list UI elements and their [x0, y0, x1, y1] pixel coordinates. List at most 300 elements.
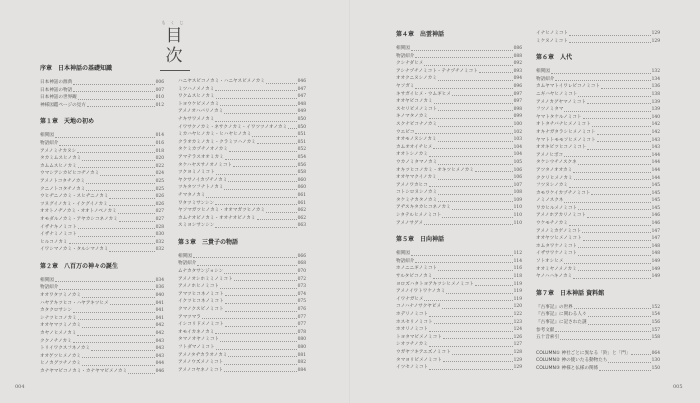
page-number-right: 005: [673, 384, 683, 390]
toc-entry[interactable]: [396, 311, 522, 319]
toc-entry-page: 006: [155, 80, 164, 85]
toc-entry-page: 073: [297, 284, 306, 290]
leader-dots: [69, 242, 155, 244]
toc-entry[interactable]: [536, 235, 660, 243]
toc-entry[interactable]: [396, 98, 522, 106]
toc-entry-page: 140: [651, 114, 660, 120]
toc-entry-page: 107: [513, 182, 522, 188]
toc-entry[interactable]: [396, 265, 522, 273]
toc-entry[interactable]: [40, 239, 164, 247]
toc-entry-page: 148: [651, 251, 660, 257]
toc-entry[interactable]: [396, 144, 522, 152]
toc-entry-page: 077: [297, 314, 306, 320]
toc-entry-title: 物語紹介: [536, 76, 555, 82]
toc-entry[interactable]: [536, 350, 660, 358]
toc-entry-page: 078: [297, 329, 306, 335]
toc-entry-title: ヒノカグツチノカミ: [40, 361, 81, 367]
leader-dots: [229, 150, 297, 152]
toc-entry[interactable]: [40, 132, 164, 140]
leader-dots: [73, 311, 155, 313]
chapter-heading: 第１章 天地の初め: [40, 118, 95, 126]
toc-entry-page: 093: [513, 68, 522, 74]
toc-entry-page: 080: [297, 345, 306, 350]
toc-entry[interactable]: [396, 129, 522, 137]
toc-entry-title: アメノオシホミミノミコト: [178, 276, 233, 282]
toc-entry-page: 143: [651, 137, 660, 143]
toc-entry-title: ヤソガミ: [396, 83, 415, 89]
toc-entry-title: イワシマノカミ・タルシマノカミ: [40, 247, 109, 253]
toc-entry[interactable]: [40, 224, 164, 232]
toc-entry-page: 076: [297, 307, 306, 313]
toc-entry-page: 041: [155, 300, 164, 306]
toc-entry[interactable]: [40, 178, 164, 186]
leader-dots: [631, 353, 650, 355]
leader-dots: [555, 330, 650, 332]
toc-entry[interactable]: [536, 250, 660, 258]
toc-entry-page: 049: [297, 109, 306, 115]
toc-entry-title: 五十音索引: [536, 335, 559, 341]
toc-entry[interactable]: [536, 38, 660, 46]
toc-entry[interactable]: [396, 349, 522, 357]
toc-entry-page: 145: [651, 183, 660, 189]
leader-dots: [77, 334, 154, 336]
toc-entry[interactable]: [178, 329, 306, 337]
toc-entry-page: 110: [513, 220, 522, 226]
leader-dots: [597, 140, 651, 142]
toc-entry[interactable]: [396, 159, 522, 167]
toc-entry-title: タマヨリビメノミコト: [396, 357, 442, 363]
toc-entry[interactable]: [396, 341, 522, 349]
toc-entry-title: 日本神話の世界観: [40, 95, 77, 101]
toc-entry[interactable]: [178, 215, 306, 223]
leader-dots: [216, 97, 297, 99]
toc-entry[interactable]: [536, 83, 660, 91]
toc-entry[interactable]: [396, 319, 522, 327]
toc-entry[interactable]: [536, 205, 660, 213]
toc-entry[interactable]: [396, 91, 522, 99]
toc-entry[interactable]: [396, 197, 522, 205]
toc-entry-title: アメノサグメ: [396, 220, 423, 226]
toc-entry-title: カムナオビノカミ・オオナオビノカミ: [178, 215, 256, 221]
toc-entry[interactable]: [178, 124, 306, 132]
toc-entry[interactable]: [536, 137, 660, 145]
toc-entry[interactable]: [178, 291, 306, 299]
toc-entry[interactable]: [396, 83, 522, 91]
toc-entry[interactable]: [40, 193, 164, 201]
toc-entry-page: 047: [297, 86, 306, 92]
toc-entry[interactable]: [396, 106, 522, 114]
toc-entry[interactable]: [396, 364, 522, 372]
toc-entry[interactable]: [536, 266, 660, 274]
toc-entry-title: イザサワケノミコト: [536, 251, 578, 257]
toc-entry[interactable]: [396, 212, 522, 220]
toc-entry[interactable]: [178, 260, 306, 268]
toc-entry-page: 054: [297, 154, 306, 160]
toc-entry-title: COLUMN① 神社ごとに異なる「鈴」と「門」: [536, 350, 631, 356]
toc-entry[interactable]: [396, 136, 522, 144]
toc-entry[interactable]: [40, 360, 164, 368]
toc-entry-page: 119: [513, 281, 522, 287]
leader-dots: [452, 353, 513, 355]
toc-entry[interactable]: [178, 344, 306, 352]
toc-entry[interactable]: [40, 163, 164, 171]
leader-dots: [224, 272, 296, 274]
toc-entry[interactable]: [178, 169, 306, 177]
toc-entry[interactable]: [178, 101, 306, 109]
toc-entry[interactable]: [178, 276, 306, 284]
toc-entry[interactable]: [396, 68, 522, 76]
toc-entry[interactable]: [178, 146, 306, 154]
toc-entry[interactable]: [396, 75, 522, 83]
toc-entry-page: 092: [513, 61, 522, 67]
toc-entry-page: 030: [155, 232, 164, 238]
leader-dots: [574, 178, 651, 180]
toc-entry[interactable]: [40, 231, 164, 239]
toc-entry[interactable]: [396, 273, 522, 281]
toc-entry-title: オオゲツヒメノカミ: [40, 353, 81, 359]
toc-entry-title: ナキサワメノカミ: [178, 116, 215, 122]
toc-entry-page: 012: [155, 102, 164, 108]
toc-entry-title: 相関図: [536, 69, 550, 75]
toc-entry[interactable]: [536, 144, 660, 152]
toc-entry[interactable]: [178, 253, 306, 261]
toc-entry[interactable]: [536, 190, 660, 198]
toc-entry[interactable]: [536, 228, 660, 236]
leader-dots: [224, 370, 297, 372]
toc-entry[interactable]: [536, 273, 660, 281]
toc-entry-page: 129: [513, 365, 522, 371]
toc-entry-page: 098: [513, 106, 522, 112]
toc-entry[interactable]: [536, 334, 660, 342]
toc-entry[interactable]: [536, 175, 660, 183]
toc-entry[interactable]: [178, 116, 306, 124]
toc-entry-page: 100: [513, 121, 522, 127]
toc-entry-page: 082: [297, 360, 306, 366]
leader-dots: [86, 182, 155, 184]
toc-entry-page: 056: [297, 162, 306, 168]
toc-column-1: [40, 64, 164, 376]
toc-entry-page: 064: [651, 350, 660, 356]
toc-entry-title: 神様図鑑ページの見方: [40, 102, 86, 108]
toc-entry[interactable]: [40, 102, 164, 110]
toc-section: [396, 235, 522, 372]
toc-section: [536, 53, 660, 281]
toc-entry[interactable]: [40, 155, 164, 163]
toc-entry[interactable]: [396, 189, 522, 197]
toc-entry[interactable]: [40, 330, 164, 338]
toc-entry[interactable]: [178, 78, 306, 86]
toc-entry[interactable]: [40, 292, 164, 300]
leader-dots: [411, 49, 513, 51]
toc-entry[interactable]: [396, 53, 522, 61]
toc-entry[interactable]: [536, 167, 660, 175]
leader-dots: [442, 307, 513, 309]
toc-entry[interactable]: [178, 283, 306, 291]
toc-entry[interactable]: [178, 200, 306, 208]
toc-entry-title: 物語紹介: [40, 285, 59, 291]
toc-entry-title: トヨウケビメノカミ: [178, 101, 220, 107]
toc-entry[interactable]: [178, 139, 306, 147]
toc-entry[interactable]: [40, 94, 164, 102]
toc-entry-title: トヨタマビメノミコト: [396, 334, 442, 340]
toc-entry-page: 120: [513, 304, 522, 310]
leader-dots: [55, 280, 155, 282]
toc-entry-page: 132: [651, 69, 660, 75]
toc-entry-title: ツヌグイノカミ・イクグイノカミ: [40, 201, 108, 207]
toc-entry-page: 018: [155, 148, 164, 154]
toc-entry[interactable]: [178, 359, 306, 367]
toc-entry[interactable]: [536, 357, 660, 365]
toc-entry-page: 139: [651, 99, 660, 105]
toc-entry[interactable]: [40, 322, 164, 330]
toc-entry[interactable]: [40, 353, 164, 361]
toc-entry[interactable]: [40, 338, 164, 346]
toc-entry[interactable]: [178, 162, 306, 170]
toc-entry[interactable]: [40, 307, 164, 315]
leader-dots: [587, 102, 651, 104]
toc-entry-page: 075: [297, 299, 306, 305]
toc-entry-title: アメノホヒノミコト: [178, 284, 219, 290]
toc-entry[interactable]: [536, 121, 660, 129]
toc-entry-title: アメノタヂカラオノカミ: [178, 352, 228, 358]
toc-entry[interactable]: [40, 201, 164, 209]
toc-entry-page: 127: [513, 342, 522, 348]
toc-entry[interactable]: [178, 86, 306, 94]
toc-entry[interactable]: [178, 268, 306, 276]
toc-entry[interactable]: [396, 250, 522, 258]
toc-entry[interactable]: [536, 114, 660, 122]
toc-entry[interactable]: [178, 352, 306, 360]
toc-entry-title: ヤマトタケルノミコト: [536, 114, 582, 120]
leader-dots: [415, 261, 512, 263]
toc-entry[interactable]: [536, 319, 660, 327]
toc-entry-title: オオトノヂノカミ・オオトノベノカミ: [40, 209, 117, 215]
toc-entry[interactable]: [178, 306, 306, 314]
toc-entry[interactable]: [40, 315, 164, 323]
leader-dots: [225, 302, 297, 304]
toc-entry-title: オオヤマクイノカミ: [396, 175, 437, 181]
toc-entry[interactable]: [396, 296, 522, 304]
toc-entry-title: ヤノハハキノカミ: [536, 274, 573, 280]
toc-entry-page: 145: [651, 190, 660, 196]
toc-entry[interactable]: [178, 131, 306, 139]
leader-dots: [82, 326, 155, 328]
leader-dots: [578, 95, 650, 97]
toc-entry-title: ウヒヂニノカミ・スヒヂニノカミ: [40, 194, 109, 200]
toc-entry-title: ヤマトトモモソヒメノミコト: [536, 137, 596, 143]
toc-entry-page: 058: [297, 170, 306, 176]
toc-entry-title: オオミヤノメノカミ: [536, 266, 577, 272]
toc-entry[interactable]: [536, 258, 660, 266]
leader-dots: [202, 317, 297, 319]
leader-dots: [438, 178, 513, 180]
toc-entry[interactable]: [178, 154, 306, 162]
toc-entry[interactable]: [536, 152, 660, 160]
toc-entry-page: 024: [155, 171, 164, 177]
toc-entry-title: アメノコヤネノミコト: [178, 367, 224, 373]
leader-dots: [266, 82, 297, 84]
toc-entry[interactable]: [536, 182, 660, 190]
toc-entry-page: 026: [155, 201, 164, 207]
toc-entry[interactable]: [536, 311, 660, 319]
toc-entry-title: タケミカヅチノオノカミ: [178, 147, 228, 153]
toc-entry-page: 108: [513, 190, 522, 196]
toc-entry[interactable]: [536, 68, 660, 76]
section-spacer: [40, 254, 164, 262]
leader-dots: [206, 196, 296, 198]
toc-entry-page: 144: [651, 175, 660, 181]
toc-entry[interactable]: [396, 220, 522, 228]
toc-entry-title: イクツヒコネノミコト: [178, 299, 224, 305]
toc-section: [40, 117, 164, 254]
leader-dots: [215, 120, 296, 122]
toc-entry[interactable]: [40, 216, 164, 224]
toc-entry-page: 147: [651, 236, 660, 242]
toc-entry-title: スクナビコナノカミ: [396, 121, 437, 127]
toc-entry[interactable]: [396, 45, 522, 53]
toc-entry[interactable]: [178, 298, 306, 306]
toc-entry-page: 016: [155, 140, 164, 146]
toc-entry-page: 126: [513, 334, 522, 340]
leader-dots: [100, 174, 154, 176]
toc-entry-title: 『古事記』に関わる人々: [536, 312, 587, 318]
toc-entry[interactable]: [396, 174, 522, 182]
toc-entry[interactable]: [396, 326, 522, 334]
toc-entry-title: トリイワクスフネノカミ: [40, 346, 90, 352]
leader-dots: [86, 189, 154, 191]
toc-entry-page: 149: [651, 259, 660, 265]
toc-entry-title: COLUMN② 神の使いたる動物たち: [536, 358, 608, 364]
toc-entry[interactable]: [536, 197, 660, 205]
toc-entry[interactable]: [396, 303, 522, 311]
toc-entry[interactable]: [396, 60, 522, 68]
toc-entry[interactable]: [536, 91, 660, 99]
leader-dots: [82, 159, 154, 161]
toc-entry[interactable]: [40, 208, 164, 216]
toc-entry-title: ムナカタサンジョシン: [178, 269, 224, 275]
toc-entry[interactable]: [536, 30, 660, 38]
toc-entry[interactable]: [536, 129, 660, 137]
toc-entry[interactable]: [40, 284, 164, 292]
toc-entry[interactable]: [396, 151, 522, 159]
toc-entry[interactable]: [178, 108, 306, 116]
toc-entry[interactable]: [40, 87, 164, 95]
leader-dots: [77, 151, 154, 153]
toc-entry[interactable]: [40, 170, 164, 178]
toc-entry[interactable]: [396, 281, 522, 289]
toc-entry-title: カタクロサシン: [40, 308, 72, 314]
toc-section: [536, 30, 660, 45]
toc-entry[interactable]: [178, 93, 306, 101]
toc-entry-page: 096: [513, 83, 522, 89]
toc-entry[interactable]: [396, 182, 522, 190]
toc-entry[interactable]: [396, 334, 522, 342]
leader-dots: [415, 132, 512, 134]
toc-entry[interactable]: [396, 288, 522, 296]
toc-entry-title: アマテラスオオミカミ: [178, 154, 224, 160]
toc-entry[interactable]: [178, 336, 306, 344]
toc-entry-title: ワタツミサンシン: [178, 200, 215, 206]
leader-dots: [220, 287, 297, 289]
toc-entry[interactable]: [178, 192, 306, 200]
toc-entry-page: 080: [297, 337, 306, 343]
toc-entry-title: イザナキノミコト: [40, 224, 77, 230]
toc-entry-page: 129: [651, 31, 660, 36]
page-number-left: 004: [15, 384, 25, 390]
leader-dots: [442, 216, 512, 218]
toc-entry-page: 046: [297, 79, 306, 84]
leader-dots: [215, 203, 297, 205]
toc-entry-page: 106: [513, 175, 522, 181]
toc-entry-page: 025: [155, 178, 164, 184]
leader-dots: [438, 109, 512, 111]
toc-entry[interactable]: [536, 327, 660, 335]
toc-entry[interactable]: [396, 121, 522, 129]
toc-entry[interactable]: [536, 304, 660, 312]
toc-entry-title: ツキタツフナトノカミ: [178, 185, 224, 191]
toc-entry[interactable]: [396, 258, 522, 266]
toc-entry[interactable]: [40, 300, 164, 308]
toc-entry-title: キノマタノカミ: [396, 114, 428, 120]
toc-entry[interactable]: [178, 207, 306, 215]
toc-entry-page: 040: [155, 293, 164, 299]
toc-entry[interactable]: [40, 368, 164, 376]
toc-entry[interactable]: [178, 314, 306, 322]
toc-entry[interactable]: [40, 246, 164, 254]
toc-entry[interactable]: [536, 365, 660, 373]
toc-entry[interactable]: [396, 167, 522, 175]
toc-entry-title: フトダマノミコト: [178, 345, 215, 350]
toc-entry-title: オオワタツミノカミ: [40, 293, 81, 299]
toc-entry-title: タケミナカタノカミ: [396, 197, 438, 203]
toc-entry[interactable]: [178, 367, 306, 375]
toc-entry-title: ハヤアキツヒコ・ハヤアキツヒメ: [40, 300, 109, 306]
toc-entry[interactable]: [40, 148, 164, 156]
toc-entry[interactable]: [178, 177, 306, 185]
toc-entry[interactable]: [178, 321, 306, 329]
toc-entry[interactable]: [536, 159, 660, 167]
toc-entry-page: 142: [651, 122, 660, 128]
toc-entry[interactable]: [396, 113, 522, 121]
toc-entry-page: 110: [513, 205, 522, 211]
toc-entry[interactable]: [40, 140, 164, 148]
toc-entry[interactable]: [536, 243, 660, 251]
toc-entry[interactable]: [178, 184, 306, 192]
leader-dots: [59, 288, 154, 290]
toc-entry-title: アメノヒボコ: [536, 152, 564, 158]
toc-entry[interactable]: [40, 79, 164, 87]
leader-dots: [578, 246, 651, 248]
toc-entry[interactable]: [536, 99, 660, 107]
section-spacer: [178, 230, 306, 238]
toc-entry[interactable]: [536, 220, 660, 228]
toc-entry[interactable]: [40, 186, 164, 194]
toc-entry[interactable]: [536, 76, 660, 84]
toc-entry-title: オトタチバナヒメノミコト: [536, 122, 591, 128]
toc-entry[interactable]: [178, 222, 306, 230]
leader-dots: [109, 197, 154, 199]
toc-entry[interactable]: [536, 212, 660, 220]
toc-entry[interactable]: [40, 345, 164, 353]
toc-entry[interactable]: [536, 106, 660, 114]
toc-entry[interactable]: [396, 357, 522, 365]
toc-entry-title: カムオオイチヒメ: [396, 144, 433, 150]
toc-entry-page: 112: [513, 251, 522, 257]
toc-entry[interactable]: [396, 204, 522, 212]
section-spacer: [536, 342, 660, 350]
toc-entry-page: 105: [513, 159, 522, 165]
toc-entry[interactable]: [40, 277, 164, 285]
